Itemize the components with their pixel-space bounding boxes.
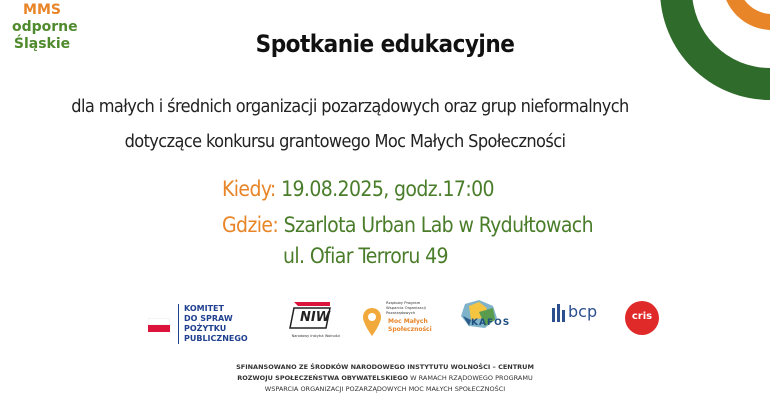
footer-line2b: W RAMACH RZĄDOWEGO PROGRAMU (408, 374, 533, 382)
mms-program-logo (362, 300, 432, 348)
mms-logo-line3: Śląskie (13, 36, 71, 52)
poland-emblem-icon (148, 318, 170, 332)
logos-row (0, 294, 770, 354)
kafos-text: KAFOS (471, 318, 511, 328)
mms-logo-line2: odporne (12, 19, 78, 35)
when-label: Kiedy: (222, 177, 276, 201)
subtitle-line1: dla małych i średnich organizacji pozarządowych oraz grup nieformalnych (71, 96, 629, 117)
mms-logo-line1: MMS (23, 2, 61, 18)
page-title: Spotkanie edukacyjne (255, 30, 515, 58)
where-line (222, 213, 593, 237)
kpp-divider (178, 304, 179, 344)
where-address: ul. Ofiar Terroru 49 (283, 244, 448, 268)
where-value: Szarlota Urban Lab w Rydułtowach (283, 213, 593, 237)
footer-line2a: ROZWOJU SPOŁECZEŃSTWA OBYWATELSKIEGO (237, 374, 409, 382)
kpp-line3: POŻYTKU (184, 324, 227, 333)
bcp-text: bcp (568, 302, 598, 321)
footer-line3: WSPARCIA ORGANIZACJI POZARZĄDOWYCH MOC MAŁYCH SPOŁECZNOŚCI (264, 385, 506, 393)
cris-text: cris (631, 311, 653, 322)
niw-text: NIW (300, 310, 331, 325)
funding-footer (0, 362, 770, 395)
mms-program-t2: Wsparcia Organizacji (386, 305, 426, 310)
cris-logo (624, 300, 660, 336)
subtitle-line2: dotyczące konkursu grantowego Moc Małych Społeczności (124, 131, 566, 152)
kpp-logo (148, 304, 260, 344)
kafos-logo (455, 298, 525, 342)
when-line (222, 177, 494, 201)
mms-program-t5: Społeczności (388, 326, 432, 333)
kpp-line2: DO SPRAW (184, 314, 233, 323)
niw-logo (286, 298, 341, 344)
where-label: Gdzie: (222, 213, 279, 237)
kpp-line1: KOMITET (184, 304, 224, 313)
mms-program-t3: Pozarządowych (386, 310, 416, 315)
niw-caption: Narodowy Instytut Wolności (291, 334, 341, 338)
location-pin-icon (362, 306, 382, 340)
bcp-logo (552, 302, 606, 342)
mms-program-t4: Moc Małych (388, 318, 428, 325)
when-value: 19.08.2025, godz.17:00 (281, 177, 494, 201)
mms-program-t1: Rządowy Program (386, 300, 421, 305)
kpp-line4: PUBLICZNEGO (184, 334, 248, 343)
footer-line1: SFINANSOWANO ZE ŚRODKÓW NARODOWEGO INSTYTUTU WOLNOŚCI – CENTRUM (236, 363, 534, 371)
bcp-bars-icon (552, 304, 566, 322)
